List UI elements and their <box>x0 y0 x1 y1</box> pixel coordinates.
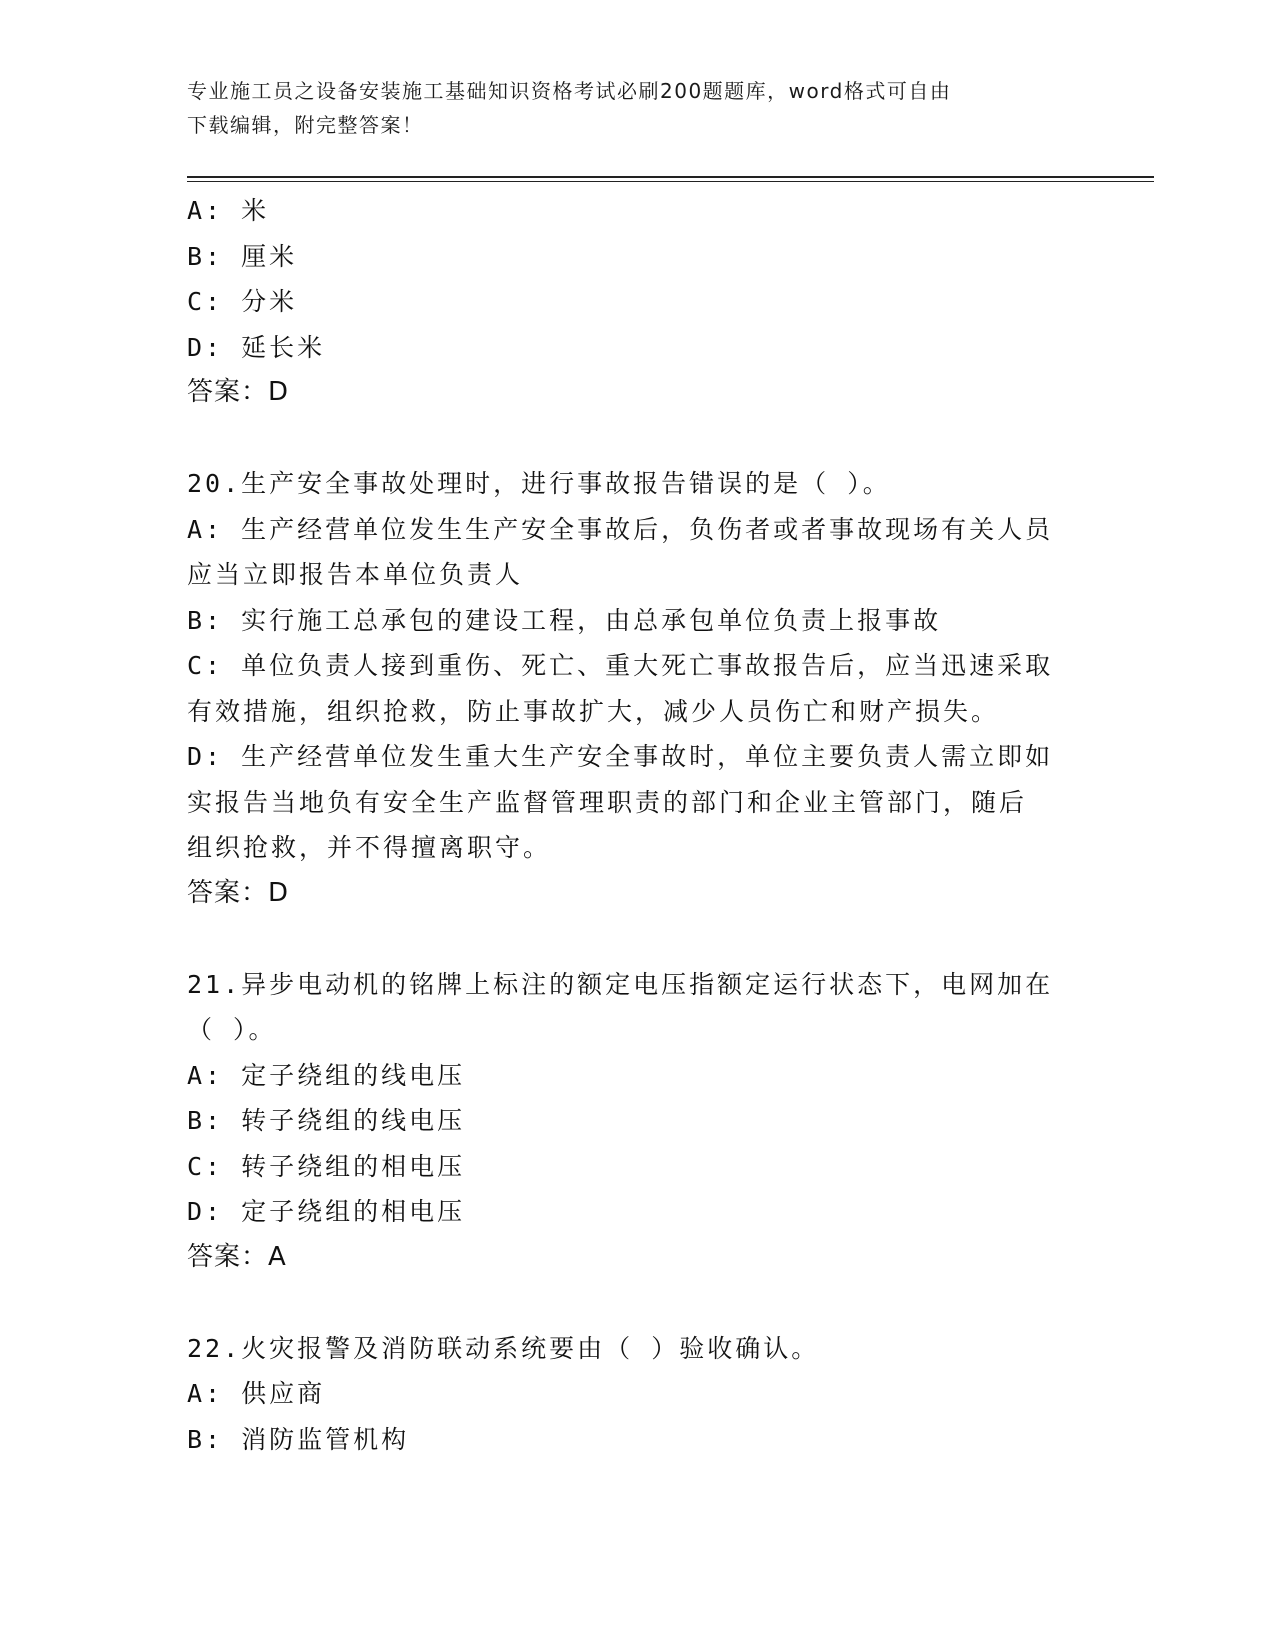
option-b: B: 消防监管机构 <box>187 1424 410 1454</box>
question-text: 22.火灾报警及消防联动系统要由（ ）验收确认。 <box>187 1333 820 1363</box>
header-line-1: 专业施工员之设备安装施工基础知识资格考试必刷200题题库，word格式可自由 <box>187 79 952 103</box>
option-d: D: 延长米 <box>187 332 326 362</box>
header-line-2: 下载编辑，附完整答案！ <box>187 113 424 137</box>
question-text-line-1: 21.异步电动机的铭牌上标注的额定电压指额定运行状态下，电网加在 <box>187 969 1054 999</box>
answer: 答案：D <box>187 877 290 908</box>
option-b: B: 厘米 <box>187 241 298 271</box>
option-c-line-1: C: 单位负责人接到重伤、死亡、重大死亡事故报告后，应当迅速采取 <box>187 651 1054 680</box>
document-header <box>187 74 1067 142</box>
option-c: C: 转子绕组的相电压 <box>187 1151 466 1181</box>
header-divider-thick <box>187 176 1154 178</box>
spacer <box>187 416 1087 462</box>
question-text-line-2: （ ）。 <box>187 1015 277 1044</box>
option-b: B: 转子绕组的线电压 <box>187 1106 466 1135</box>
option-b: B: 实行施工总承包的建设工程，由总承包单位负责上报事故 <box>187 605 942 635</box>
question-list <box>187 188 1087 1462</box>
question-19 <box>187 188 1087 416</box>
option-d: D: 定子绕组的相电压 <box>187 1197 466 1226</box>
option-d-line-2: 实报告当地负有安全生产监督管理职责的部门和企业主管部门，随后 <box>187 787 1028 817</box>
spacer <box>187 916 1087 962</box>
question-20 <box>187 461 1087 916</box>
spacer <box>187 1280 1087 1326</box>
option-d-line-1: D: 生产经营单位发生重大生产安全事故时，单位主要负责人需立即如 <box>187 742 1054 771</box>
question-text: 20.生产安全事故处理时，进行事故报告错误的是（ ）。 <box>187 469 891 498</box>
option-a-line-2: 应当立即报告本单位负责人 <box>187 560 524 589</box>
question-21 <box>187 962 1087 1281</box>
header-divider-thin <box>187 181 1154 182</box>
answer: 答案：A <box>187 1241 287 1272</box>
answer: 答案：D <box>187 377 290 407</box>
option-c: C: 分米 <box>187 287 298 316</box>
question-22 <box>187 1326 1087 1463</box>
option-c-line-2: 有效措施，组织抢救，防止事故扩大，减少人员伤亡和财产损失。 <box>187 696 1000 726</box>
option-d-line-3: 组织抢救，并不得擅离职守。 <box>187 833 552 862</box>
option-a: A: 供应商 <box>187 1379 326 1408</box>
option-a-line-1: A: 生产经营单位发生生产安全事故后，负伤者或者事故现场有关人员 <box>187 514 1054 544</box>
option-a: A: 定子绕组的线电压 <box>187 1060 466 1090</box>
option-a: A: 米 <box>187 196 270 225</box>
